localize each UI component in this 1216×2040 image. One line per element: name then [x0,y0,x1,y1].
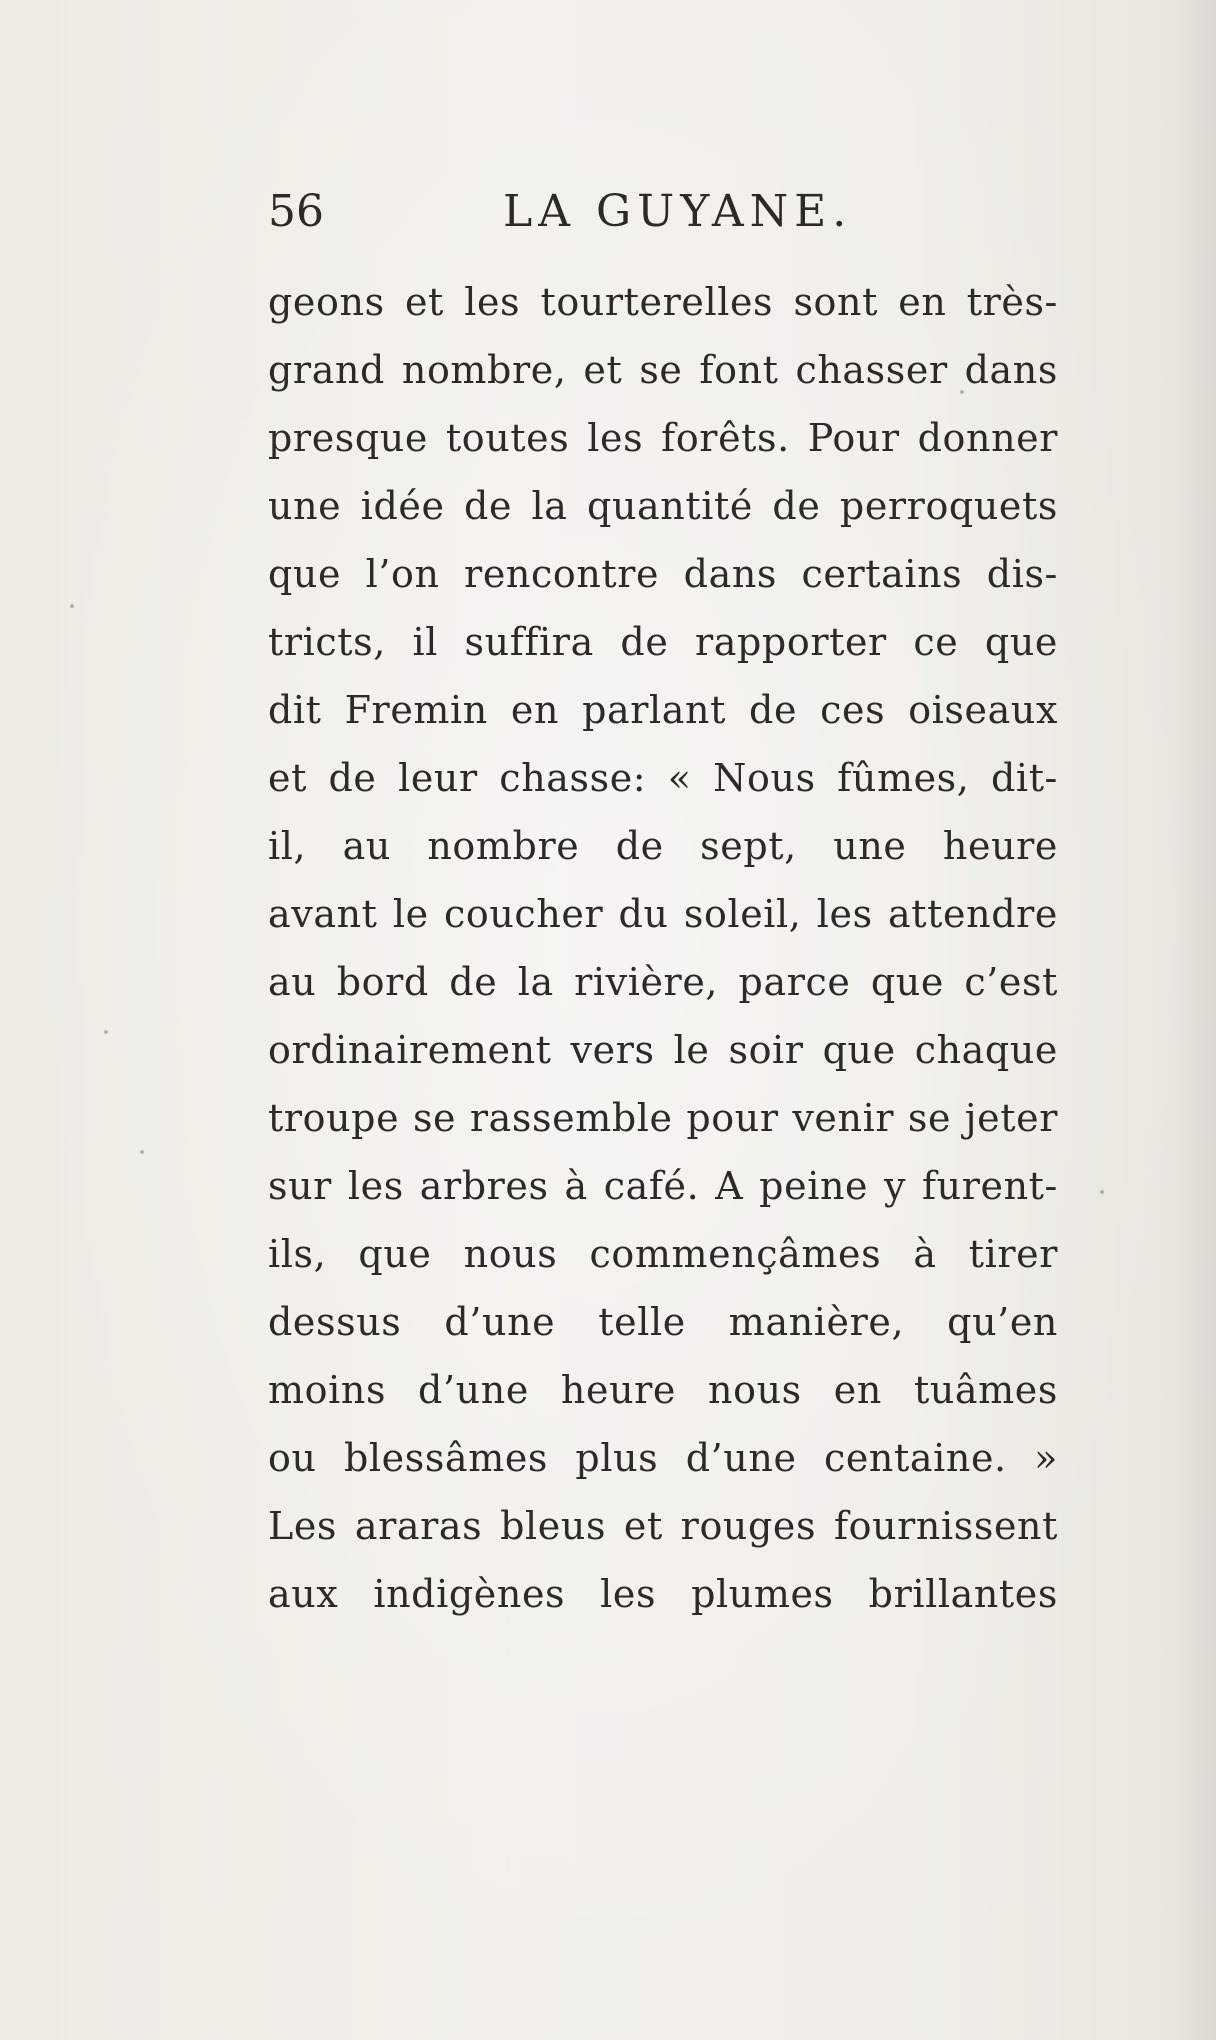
text-line: au bord de la rivière, parce que c’est [268,960,1058,1004]
text-line: troupe se rassemble pour venir se jeter [268,1096,1058,1140]
paper-speck [960,390,964,394]
text-line: presque toutes les forêts. Pour donner [268,416,1058,460]
paper-speck [70,604,74,608]
text-line: avant le coucher du soleil, les attendre [268,892,1058,936]
text-line: ou blessâmes plus d’une centaine. » [268,1436,1058,1480]
text-line: moins d’une heure nous en tuâmes [268,1368,1058,1412]
text-line: geons et les tourterelles sont en très- [268,280,1058,324]
text-line: dit Fremin en parlant de ces oiseaux [268,688,1058,732]
page-header [268,182,1068,242]
page-number: 56 [268,186,324,237]
running-title: LA GUYANE. [503,186,853,237]
text-line: grand nombre, et se font chasser dans [268,348,1058,392]
text-line: ils, que nous commençâmes à tirer [268,1232,1058,1276]
text-line: tricts, il suffira de rapporter ce que [268,620,1058,664]
text-line: une idée de la quantité de perroquets [268,484,1058,528]
page-edge-shadow [1176,0,1216,2040]
text-line: il, au nombre de sept, une heure [268,824,1058,868]
text-line: et de leur chasse: « Nous fûmes, dit- [268,756,1058,800]
text-line: aux indigènes les plumes brillantes [268,1572,1058,1616]
body-text [268,268,1058,1628]
text-line: dessus d’une telle manière, qu’en [268,1300,1058,1344]
text-line: que l’on rencontre dans certains dis- [268,552,1058,596]
paper-speck [104,1030,108,1034]
text-line: Les araras bleus et rouges fournissent [268,1504,1058,1548]
text-line: sur les arbres à café. A peine y furent- [268,1164,1058,1208]
paper-speck [140,1150,144,1154]
paper-speck [1100,1190,1104,1194]
text-line: ordinairement vers le soir que chaque [268,1028,1058,1072]
